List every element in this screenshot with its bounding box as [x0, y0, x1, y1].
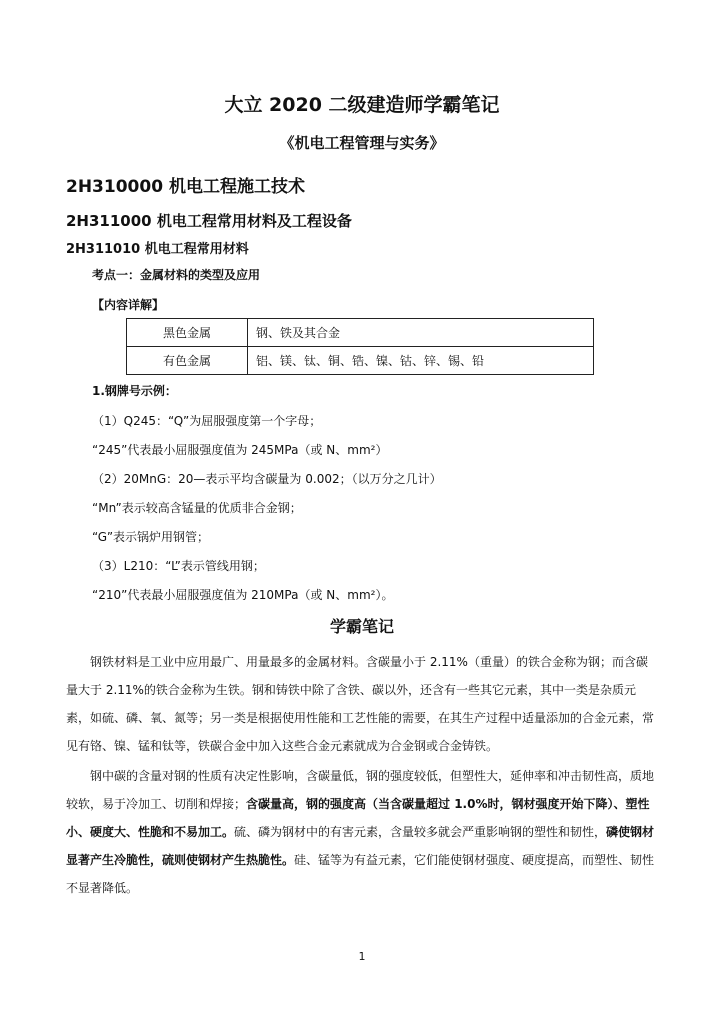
- table-cell: 铝、镁、钛、铜、锆、镍、钴、锌、锡、铅: [248, 347, 594, 375]
- metal-types-table: [126, 318, 594, 375]
- table-row: [127, 347, 594, 375]
- document-subtitle: 《机电工程管理与实务》: [279, 134, 445, 152]
- steel-line: （1）Q245：“Q”为屈服强度第一个字母；: [92, 414, 322, 428]
- table-cell: 钢、铁及其合金: [248, 319, 594, 347]
- section-heading: 2H311000 机电工程常用材料及工程设备: [66, 212, 352, 230]
- detail-header: 【内容详解】: [92, 298, 165, 312]
- steel-line: “210”代表最小屈服强度值为 210MPa（或 N、mm²）。: [92, 588, 394, 602]
- subsection-heading: 2H311010 机电工程常用材料: [66, 242, 249, 257]
- notes-text: 钢中碳的含量对钢的性质有决定性影响，含碳量低，钢的强度较低，但塑性大，延伸率和冲击韧性高，质地较软，易于冷加工、切削和焊接；: [66, 769, 655, 811]
- table-row: [127, 319, 594, 347]
- steel-grade-heading: 1.钢牌号示例：: [92, 384, 177, 398]
- table-cell: 有色金属: [127, 347, 248, 375]
- steel-line: （3）L210：“L”表示管线用钢；: [92, 559, 265, 573]
- steel-line: （2）20MnG：20—表示平均含碳量为 0.002；（以万分之几计）: [92, 472, 442, 486]
- steel-line: “G”表示锅炉用钢管；: [92, 530, 210, 544]
- steel-line: “Mn”表示较高含锰量的优质非合金钢；: [92, 501, 302, 515]
- notes-title: 学霸笔记: [329, 617, 394, 636]
- chapter-heading: 2H310000 机电工程施工技术: [66, 177, 305, 197]
- page-number: 1: [358, 950, 366, 963]
- exam-point-heading: 考点一：金属材料的类型及应用: [92, 268, 261, 282]
- table-cell: 黑色金属: [127, 319, 248, 347]
- document-title: 大立 2020 二级建造师学霸笔记: [224, 94, 500, 116]
- notes-emphasis: 磷使钢材显著产生冷脆性，硫则使钢材产生热脆性。: [66, 825, 655, 867]
- notes-paragraph: [66, 762, 658, 902]
- notes-emphasis: 含碳量高，钢的强度高（当含碳量超过 1.0%时，钢材强度开始下降）、塑性小、硬度大、性脆和不易加工。: [66, 797, 650, 839]
- notes-text: 硅、锰等为有益元素，它们能使钢材强度、硬度提高，而塑性、韧性不显著降低。: [66, 853, 655, 895]
- steel-line: “245”代表最小屈服强度值为 245MPa（或 N、mm²）: [92, 443, 388, 457]
- notes-paragraph: 钢铁材料是工业中应用最广、用量最多的金属材料。含碳量小于 2.11%（重量）的铁合金称为钢；而含碳量大于 2.11%的铁合金称为生铁。钢和铸铁中除了含铁、碳以外，还含有一些其它元素，其中一类是杂质元素，如硫、磷、氧、氮等；另一类是根据使用性能和工艺性能的需要，在其生产过程中适量添加的合金元素，常见有铬、镍、锰和钛等，铁碳合金中加入这些合金元素就成为合金钢或合金铸铁。: [66, 655, 655, 753]
- notes-text: 硫、磷为钢材中的有害元素，含量较多就会严重影响钢的塑性和韧性，: [234, 825, 607, 839]
